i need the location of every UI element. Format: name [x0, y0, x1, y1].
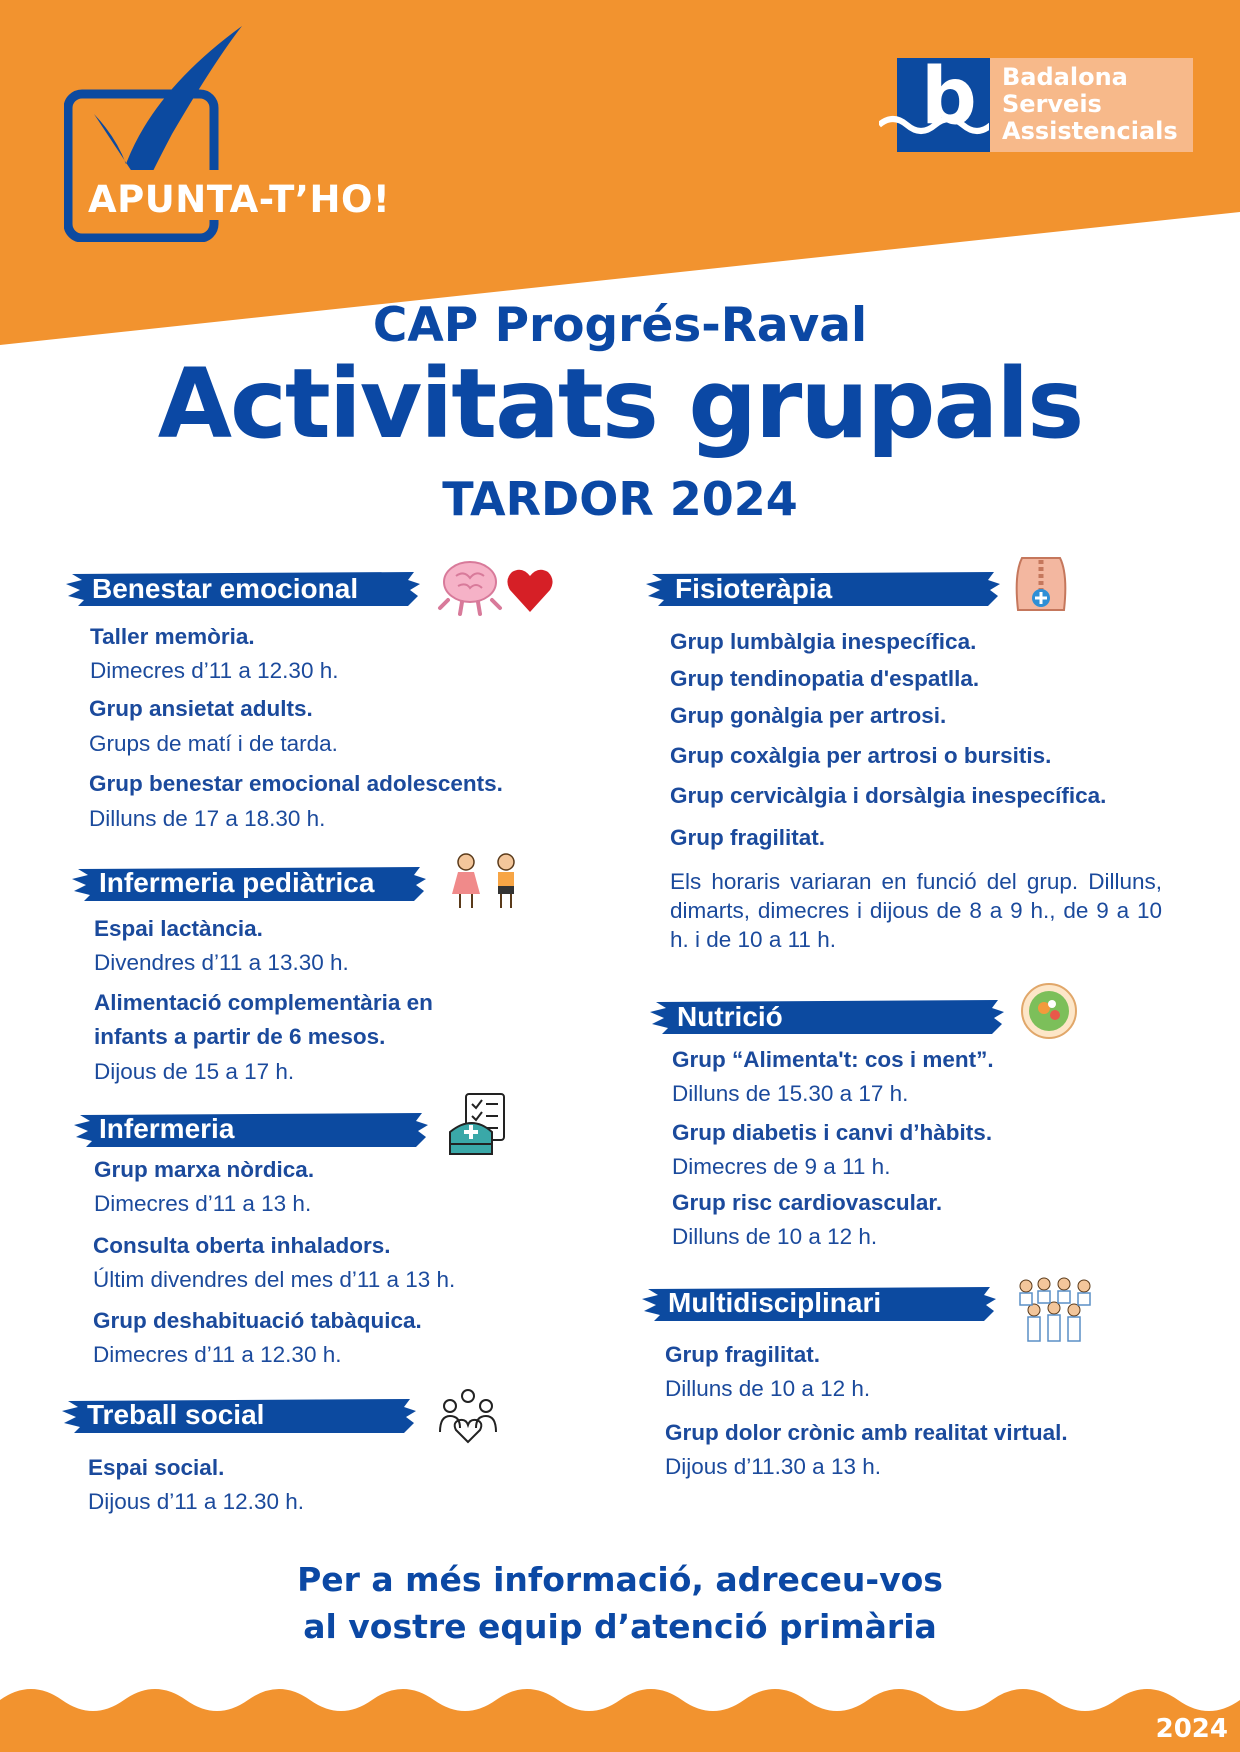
- brain-heart-icons: [430, 560, 556, 616]
- benestar-item-1-detail: Dimecres d’11 a 12.30 h.: [90, 658, 339, 683]
- footer-line-1: Per a més informació, adreceu-vos: [297, 1560, 943, 1599]
- social-item-1-name: Espai social.: [88, 1455, 225, 1480]
- infermeria-item-2-detail: Últim divendres del mes d’11 a 13 h.: [93, 1267, 456, 1292]
- badalona-logo: [897, 52, 1193, 152]
- brain-icon: [440, 562, 500, 614]
- orange-wave-footer: [0, 1689, 1240, 1752]
- children-icon: [446, 852, 528, 910]
- apunta-logo: [64, 22, 424, 242]
- social-item-1-detail: Dijous d’11 a 12.30 h.: [88, 1489, 304, 1514]
- multi-item-2-detail: Dijous d’11.30 a 13 h.: [665, 1454, 881, 1479]
- logo-line-3: Assistencials: [1002, 117, 1178, 145]
- nurse-cap-icon: [446, 1092, 508, 1156]
- fisio-item-2: Grup tendinopatia d'espatlla.: [670, 666, 980, 691]
- pediatrica-item-2-name: Alimentació complementària en: [94, 990, 433, 1015]
- medical-team-icon: [1014, 1276, 1096, 1346]
- nutricio-item-2-detail: Dimecres de 9 a 11 h.: [672, 1154, 891, 1179]
- logo-line-1: Badalona: [1002, 63, 1128, 91]
- nutricio-item-3-name: Grup risc cardiovascular.: [672, 1190, 943, 1215]
- infermeria-item-2-name: Consulta oberta inhaladors.: [93, 1233, 391, 1258]
- apunta-label: APUNTA-T’HO!: [88, 178, 391, 221]
- infermeria-item-3-name: Grup deshabituació tabàquica.: [93, 1308, 422, 1333]
- fisio-schedule-note: Els horaris variaran en funció del grup. Dilluns, dimarts, dimecres i dijous de 8 a 9 h., de 9 a 10 h. i de 10 a 11 h.: [670, 869, 1162, 952]
- nutricio-item-2-name: Grup diabetis i canvi d’hàbits.: [672, 1120, 993, 1145]
- fisio-item-5: Grup cervicàlgia i dorsàlgia inespecífica.: [670, 783, 1107, 808]
- logo-text-block: [990, 58, 1193, 152]
- benestar-item-2-detail: Grups de matí i de tarda.: [89, 731, 338, 756]
- wave-icon: [879, 110, 989, 140]
- multi-item-2-name: Grup dolor crònic amb realitat virtual.: [665, 1420, 1068, 1445]
- salad-bowl-icon: [1020, 982, 1078, 1040]
- pediatrica-heading: Infermeria pediàtrica: [99, 867, 375, 898]
- benestar-item-3-name: Grup benestar emocional adolescents.: [89, 771, 503, 796]
- fisio-item-6: Grup fragilitat.: [670, 825, 826, 850]
- center-name: CAP Progrés-Raval: [372, 298, 868, 353]
- pediatrica-item-1-detail: Divendres d’11 a 13.30 h.: [94, 950, 349, 975]
- heart-icon: [507, 570, 552, 612]
- benestar-item-2-name: Grup ansietat adults.: [89, 696, 313, 721]
- pediatrica-item-2-detail: Dijous de 15 a 17 h.: [94, 1059, 295, 1084]
- multi-heading: Multidisciplinari: [668, 1287, 882, 1318]
- nutricio-item-1-name: Grup “Alimenta't: cos i ment”.: [672, 1047, 994, 1072]
- fisio-item-3: Grup gonàlgia per artrosi.: [670, 703, 947, 728]
- nutricio-item-1-detail: Dilluns de 15.30 a 17 h.: [672, 1081, 909, 1106]
- benestar-item-1-name: Taller memòria.: [90, 624, 255, 649]
- benestar-item-3-detail: Dilluns de 17 a 18.30 h.: [89, 806, 326, 831]
- community-icon: [438, 1388, 498, 1444]
- infermeria-item-1-name: Grup marxa nòrdica.: [94, 1157, 315, 1182]
- fisio-item-4: Grup coxàlgia per artrosi o bursitis.: [670, 743, 1052, 768]
- benestar-heading: Benestar emocional: [92, 573, 359, 604]
- nutricio-heading: Nutrició: [677, 1001, 783, 1032]
- page-title: Activitats grupals: [157, 348, 1083, 460]
- pediatrica-item-1-name: Espai lactància.: [94, 916, 263, 941]
- infermeria-heading: Infermeria: [99, 1113, 235, 1144]
- nutricio-item-3-detail: Dilluns de 10 a 12 h.: [672, 1224, 878, 1249]
- year-label: 2024: [1155, 1714, 1228, 1744]
- social-heading: Treball social: [87, 1399, 265, 1430]
- footer-line-2: al vostre equip d’atenció primària: [303, 1607, 937, 1646]
- infermeria-item-3-detail: Dimecres d’11 a 12.30 h.: [93, 1342, 342, 1367]
- fisio-heading: Fisioteràpia: [675, 573, 833, 604]
- multi-item-1-name: Grup fragilitat.: [665, 1342, 821, 1367]
- infermeria-item-1-detail: Dimecres d’11 a 13 h.: [94, 1191, 312, 1216]
- fisio-item-1: Grup lumbàlgia inespecífica.: [670, 629, 977, 654]
- pediatrica-item-2-name-line2: infants a partir de 6 mesos.: [94, 1024, 386, 1049]
- season-title: TARDOR 2024: [442, 472, 798, 526]
- logo-b-block: [897, 52, 990, 152]
- multi-item-1-detail: Dilluns de 10 a 12 h.: [665, 1376, 871, 1401]
- logo-letter: b: [921, 52, 977, 142]
- spine-icon: [1012, 554, 1070, 612]
- logo-line-2: Serveis: [1002, 90, 1102, 118]
